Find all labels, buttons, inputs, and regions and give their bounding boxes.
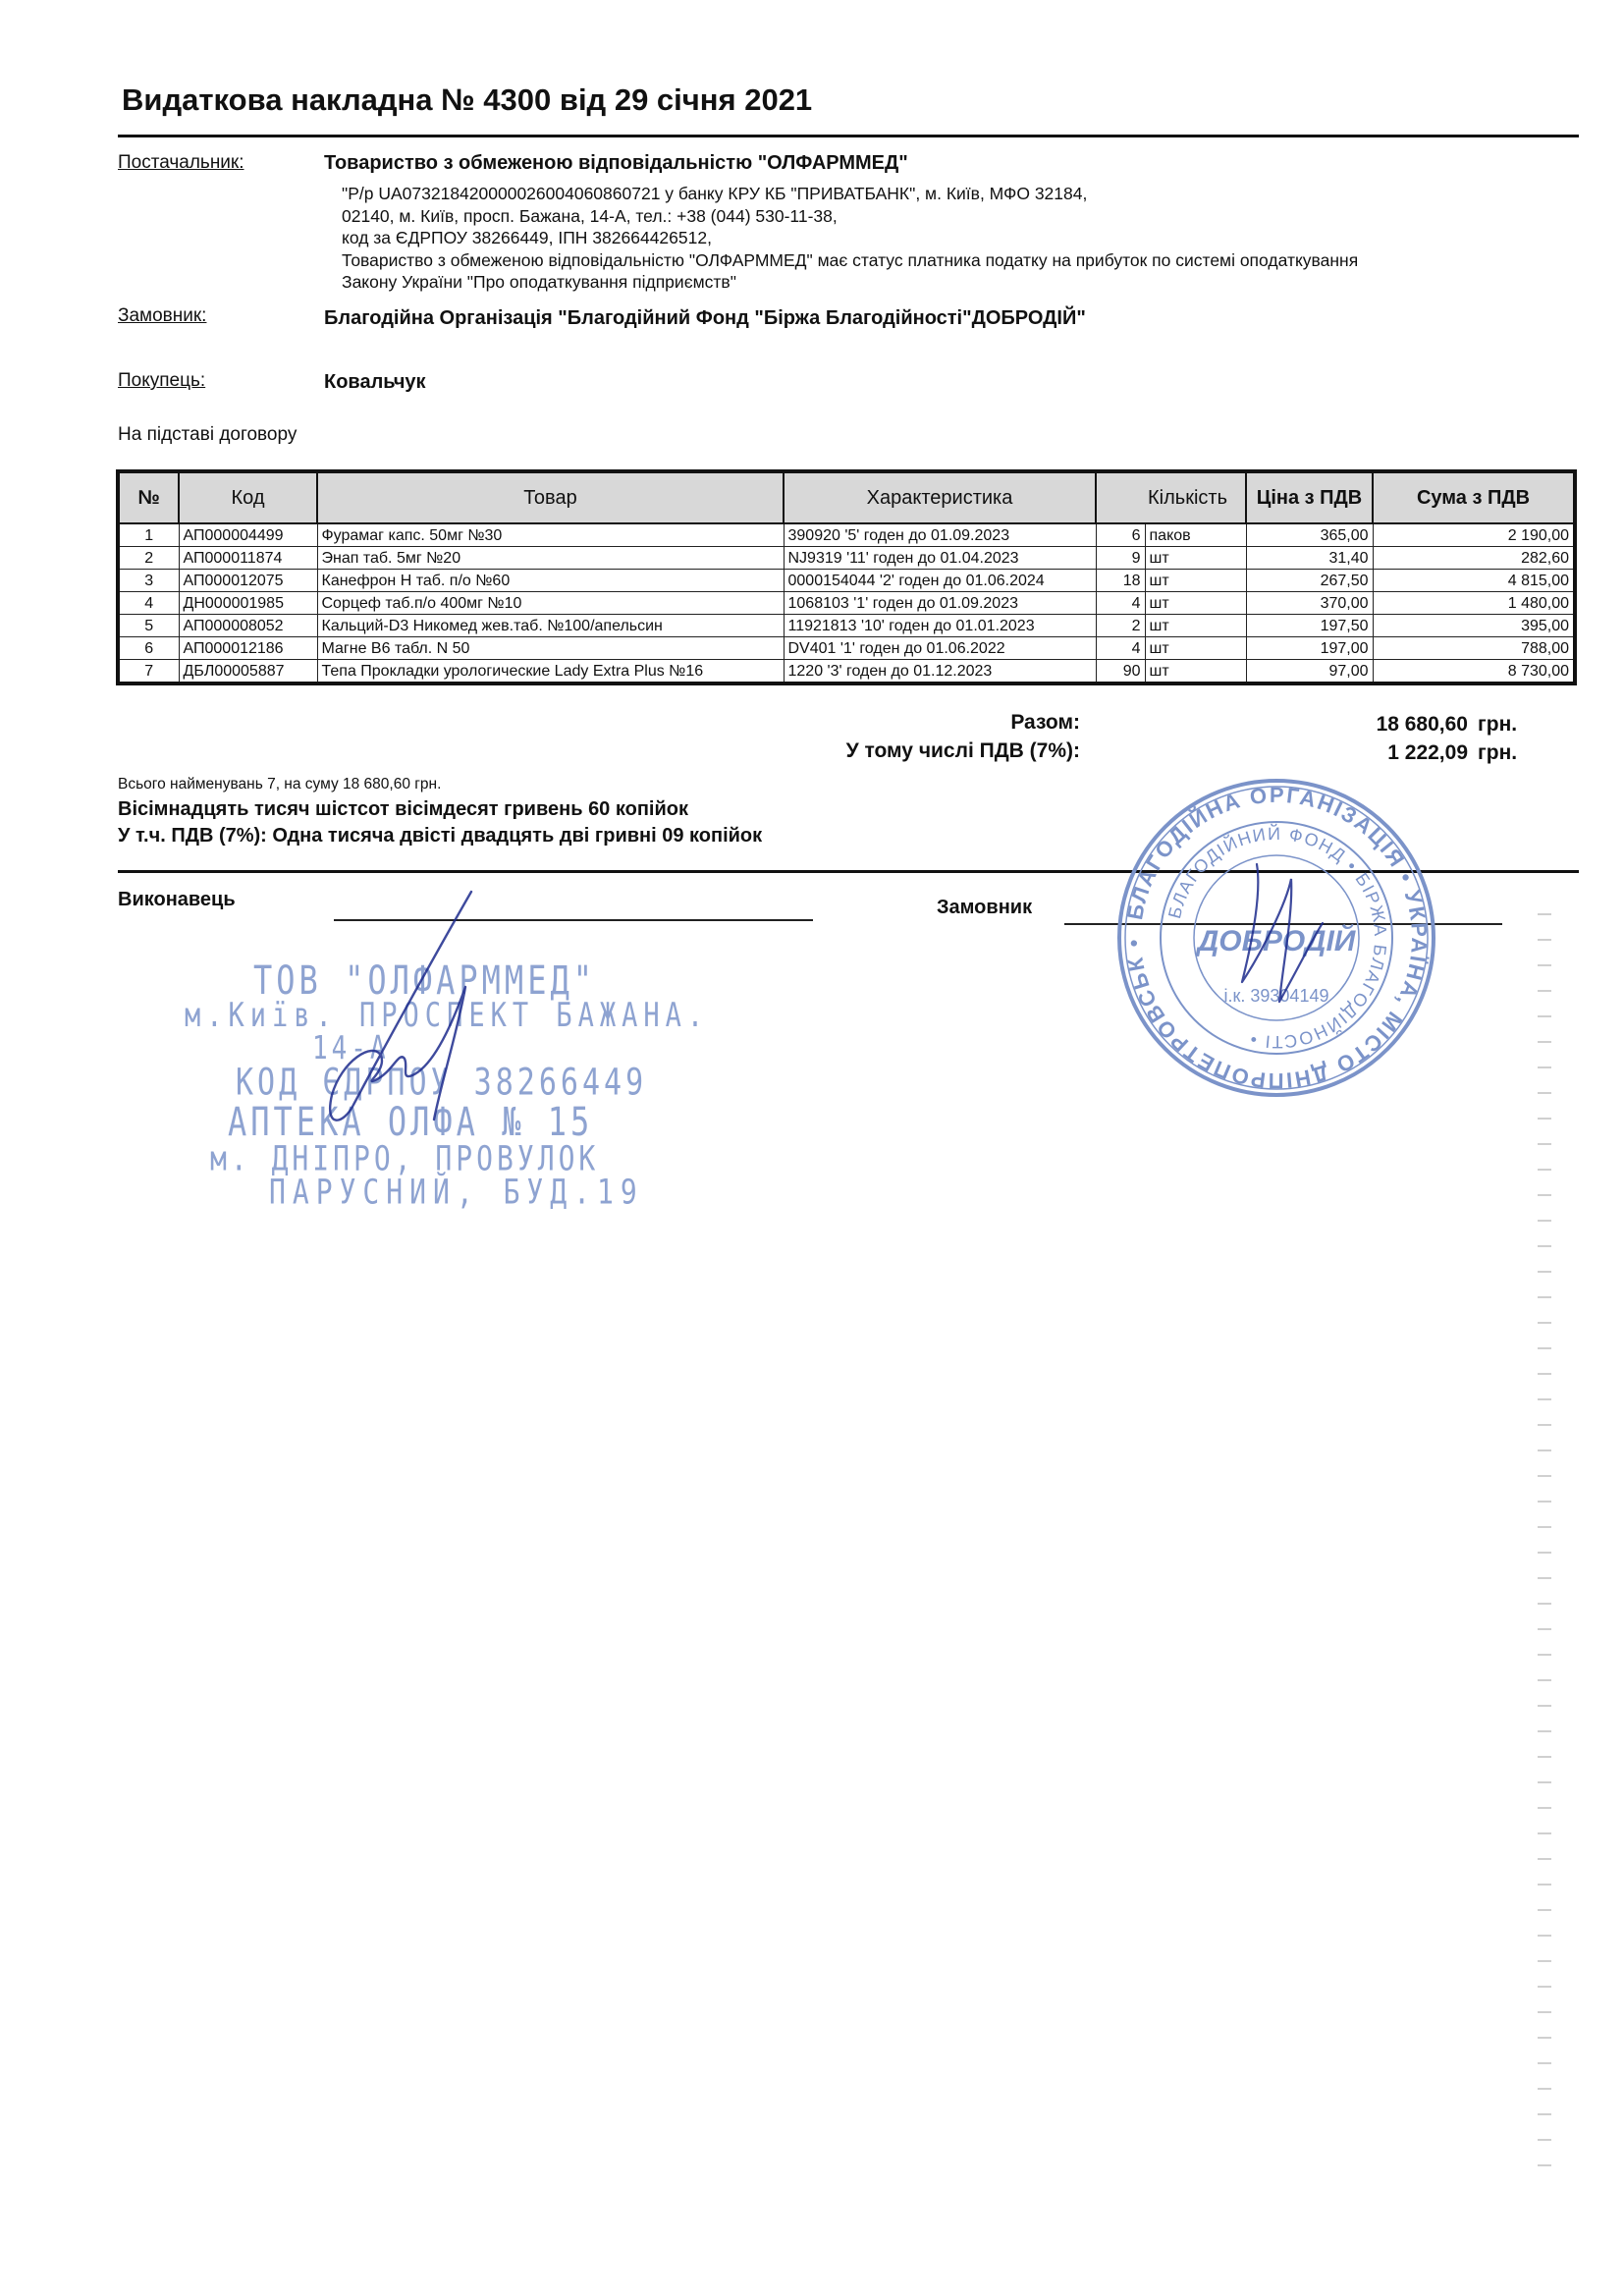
goods-table: [116, 469, 1577, 685]
table-row: [118, 547, 1575, 570]
supplier-details: [342, 183, 1358, 294]
vat-label: У тому числі ПДВ (7%):: [845, 739, 1080, 762]
cell-sum: 2 190,00: [1373, 523, 1575, 547]
table-row: [118, 570, 1575, 592]
scan-edge-marks: [1538, 913, 1551, 2190]
cell-characteristic: 1220 '3' годен до 01.12.2023: [784, 660, 1096, 684]
col-header-price: Ціна з ПДВ: [1246, 471, 1373, 523]
stamp-inner-text: БЛАГОДІЙНИЙ ФОНД • БІРЖА БЛАГОДІЙНОСТІ •: [1164, 823, 1391, 1053]
cell-price: 197,00: [1246, 637, 1373, 660]
cell-unit: шт: [1145, 547, 1246, 570]
supplier-name: Товариство з обмеженою відповідальністю "ОЛФАРММЕД": [324, 152, 908, 174]
table-header-row: [118, 471, 1575, 523]
cell-quantity: 4: [1096, 637, 1145, 660]
cell-code: ДБЛ00005887: [179, 660, 317, 684]
cell-unit: паков: [1145, 523, 1246, 547]
vat-currency: грн.: [1478, 741, 1518, 764]
cell-no: 5: [118, 615, 179, 637]
stamp-line: АПТЕКА ОЛФА № 15: [228, 1098, 594, 1145]
col-header-sum: Сума з ПДВ: [1373, 471, 1575, 523]
title-divider: [118, 135, 1579, 137]
cell-unit: шт: [1145, 615, 1246, 637]
cell-characteristic: 1068103 '1' годен до 01.09.2023: [784, 592, 1096, 615]
amount-in-words: Вісімнадцять тисяч шістсот вісімдесят гривень 60 копійок: [118, 798, 688, 820]
cell-characteristic: NJ9319 '11' годен до 01.04.2023: [784, 547, 1096, 570]
table-row: [118, 637, 1575, 660]
customer-sign-label: Замовник: [937, 897, 1033, 918]
document-title: Видаткова накладна № 4300 від 29 січня 2021: [122, 82, 813, 117]
cell-code: АП000011874: [179, 547, 317, 570]
cell-sum: 1 480,00: [1373, 592, 1575, 615]
cell-price: 370,00: [1246, 592, 1373, 615]
cell-characteristic: 0000154044 '2' годен до 01.06.2024: [784, 570, 1096, 592]
cell-code: АП000012186: [179, 637, 317, 660]
cell-item: Канефрон Н таб. п/о №60: [317, 570, 784, 592]
buyer-label: Покупець:: [118, 370, 206, 391]
cell-quantity: 6: [1096, 523, 1145, 547]
cell-quantity: 2: [1096, 615, 1145, 637]
table-row: [118, 660, 1575, 684]
col-header-quantity: Кількість: [1096, 471, 1246, 523]
cell-unit: шт: [1145, 570, 1246, 592]
total-currency: грн.: [1478, 713, 1518, 736]
cell-no: 4: [118, 592, 179, 615]
cell-price: 31,40: [1246, 547, 1373, 570]
supplier-detail-line: код за ЄДРПОУ 38266449, ІПН 382664426512,: [342, 228, 712, 247]
cell-quantity: 18: [1096, 570, 1145, 592]
cell-price: 197,50: [1246, 615, 1373, 637]
supplier-label: Постачальник:: [118, 152, 244, 173]
customer-round-stamp: [1114, 776, 1438, 1100]
cell-no: 6: [118, 637, 179, 660]
cell-characteristic: 390920 '5' годен до 01.09.2023: [784, 523, 1096, 547]
cell-price: 97,00: [1246, 660, 1373, 684]
stamp-line: 14-А: [312, 1030, 390, 1067]
buyer-name: Ковальчук: [324, 371, 426, 393]
executor-label: Виконавець: [118, 889, 236, 910]
stamp-line: м.Київ. ПРОСПЕКТ БАЖАНА.: [185, 997, 710, 1035]
stamp-line: ТОВ "ОЛФАРММЕД": [253, 957, 596, 1004]
cell-code: АП000012075: [179, 570, 317, 592]
cell-no: 7: [118, 660, 179, 684]
stamp-code-text: і.к. 39304149: [1223, 986, 1329, 1006]
col-header-no: №: [118, 471, 179, 523]
vat-value: 1 222,09: [1387, 741, 1468, 764]
executor-signature: [285, 884, 511, 1139]
supplier-detail-line: 02140, м. Київ, просп. Бажана, 14-А, тел.: +38 (044) 530-11-38,: [342, 205, 838, 226]
cell-item: Магне В6 табл. N 50: [317, 637, 784, 660]
col-header-code: Код: [179, 471, 317, 523]
vat-in-words: У т.ч. ПДВ (7%): Одна тисяча двісті двадцять дві гривні 09 копійок: [118, 825, 763, 847]
table-row: [118, 615, 1575, 637]
col-header-characteristic: Характеристика: [784, 471, 1096, 523]
cell-unit: шт: [1145, 592, 1246, 615]
cell-code: АП000008052: [179, 615, 317, 637]
col-header-item: Товар: [317, 471, 784, 523]
contract-basis: На підставі договору: [118, 424, 298, 445]
table-row: [118, 592, 1575, 615]
cell-price: 267,50: [1246, 570, 1373, 592]
cell-characteristic: DV401 '1' годен до 01.06.2022: [784, 637, 1096, 660]
cell-sum: 4 815,00: [1373, 570, 1575, 592]
cell-unit: шт: [1145, 660, 1246, 684]
stamp-line: м. ДНІПРО, ПРОВУЛОК: [210, 1137, 600, 1179]
supplier-detail-line: Товариство з обмеженою відповідальністю "ОЛФАРММЕД" має статус платника податку на прибуток по системі оподаткування: [342, 249, 1359, 270]
customer-label: Замовник:: [118, 305, 207, 326]
stamp-line: КОД ЄДРПОУ 38266449: [236, 1061, 648, 1105]
cell-item: Энап таб. 5мг №20: [317, 547, 784, 570]
supplier-detail-line: Закону України "Про оподаткування підприємств": [342, 272, 736, 292]
cell-sum: 282,60: [1373, 547, 1575, 570]
cell-quantity: 9: [1096, 547, 1145, 570]
cell-no: 3: [118, 570, 179, 592]
cell-unit: шт: [1145, 637, 1246, 660]
cell-characteristic: 11921813 '10' годен до 01.01.2023: [784, 615, 1096, 637]
cell-item: Фурамаг капс. 50мг №30: [317, 523, 784, 547]
cell-no: 1: [118, 523, 179, 547]
stamp-center-text: ДОБРОДІЙ: [1197, 925, 1356, 957]
stamp-outer-text: БЛАГОДІЙНА ОРГАНІЗАЦІЯ • УКРАЇНА, МІСТО ДНІПРОПЕТРОВСЬК •: [1120, 782, 1433, 1094]
cell-sum: 788,00: [1373, 637, 1575, 660]
cell-sum: 8 730,00: [1373, 660, 1575, 684]
stamp-line: ПАРУСНИЙ, БУД.19: [269, 1171, 644, 1213]
cell-quantity: 4: [1096, 592, 1145, 615]
items-count-line: Всього найменувань 7, на суму 18 680,60 грн.: [118, 776, 442, 793]
customer-name: Благодійна Організація "Благодійний Фонд "Біржа Благодійності"ДОБРОДІЙ": [324, 307, 1086, 329]
cell-price: 365,00: [1246, 523, 1373, 547]
cell-sum: 395,00: [1373, 615, 1575, 637]
total-label: Разом:: [1010, 711, 1080, 734]
cell-no: 2: [118, 547, 179, 570]
total-value: 18 680,60: [1376, 713, 1468, 736]
cell-code: АП000004499: [179, 523, 317, 547]
cell-item: Сорцеф таб.п/о 400мг №10: [317, 592, 784, 615]
cell-item: Тепа Прокладки урологические Lady Extra Plus №16: [317, 660, 784, 684]
table-row: [118, 523, 1575, 547]
supplier-detail-line: "Р/р UA073218420000026004060860721 у банку КРУ КБ "ПРИВАТБАНК", м. Київ, МФО 32184,: [342, 184, 1088, 203]
cell-quantity: 90: [1096, 660, 1145, 684]
cell-code: ДН000001985: [179, 592, 317, 615]
cell-item: Кальций-D3 Никомед жев.таб. №100/апельсин: [317, 615, 784, 637]
